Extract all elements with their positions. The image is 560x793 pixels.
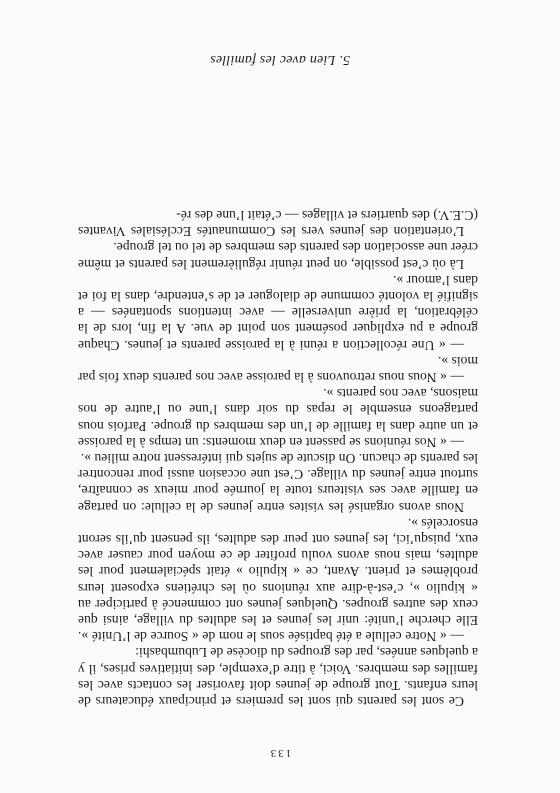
paragraph: L’orientation des jeunes vers les Communautés Ecclésiales Vivantes (C.E.V.) des quartiers et villages — c’était l’une des ré- bbox=[78, 207, 478, 240]
paragraph: Nous avons organisé les visites entre jeunes de la cellule: on partage en famille avec ses visiteurs toute la journée pour mieux se connaître, surtout entre jeunes du village. C’est une occasion aussi pour rencontrer les parents de chacun. On discute de sujets qui intéressent notre milieu ». bbox=[78, 450, 478, 515]
paragraph: Là où c’est possible, on peut réunir régulièrement les parents et même créer une association des parents des membres de tel ou tel groupe. bbox=[78, 240, 478, 272]
section-heading: 5. Lien avec les familles bbox=[210, 52, 350, 67]
paragraph: — « Une récollection a réuni à la paroisse parents et jeunes. Chaque groupe a pu expliquer posément son point de vue. A la fin, lors de la célébration, la prière universelle — avec intentions spontanées — a signifié la volonté commune de dialoguer et de s’entendre, dans la foi et dans l’amour ». bbox=[78, 272, 478, 353]
paragraph: — « Notre cellule a été baptisée sous le nom de « Source de l’Unité ». Elle cherche l’unité: unir les jeunes et les adultes du village, ainsi que ceux des autres groupes. Quelques jeunes ont commencé à participer au « kipulio », c’est-à-dire aux réunions où les chrétiens exposent leurs problèmes et prient. Avant, ce « kipulio » était spécialement pour les adultes, mais nous avons voulu profiter de ce moyen pour causer avec eux, puisqu’ici, les jeunes ont peur des adultes, ils pensent qu’ils seront ensorcelés ». bbox=[78, 515, 478, 645]
paragraph: — « Nous nous retrouvons à la paroisse avec nos parents deux fois par mois ». bbox=[78, 353, 478, 385]
paragraph: Ce sont les parents qui sont les premiers et principaux éducateurs de leurs enfants. Tout groupe de jeunes doit favoriser les contacts avec les familles des membres. Voici, à titre d’exemple, des initiatives prises, il y a quelques années, par des groupes du diocèse de Lubumbashi: bbox=[78, 645, 478, 709]
paragraph: — « Nos réunions se passent en deux moments: un temps à la paroisse et un autre dans la famille de l’un des membres du groupe. Parfois nous partageons ensemble le repas du soir dans l’une ou l’autre de nos maisons, avec nos parents ». bbox=[78, 386, 478, 450]
body-text bbox=[78, 207, 478, 709]
page-number: 133 bbox=[268, 747, 292, 759]
